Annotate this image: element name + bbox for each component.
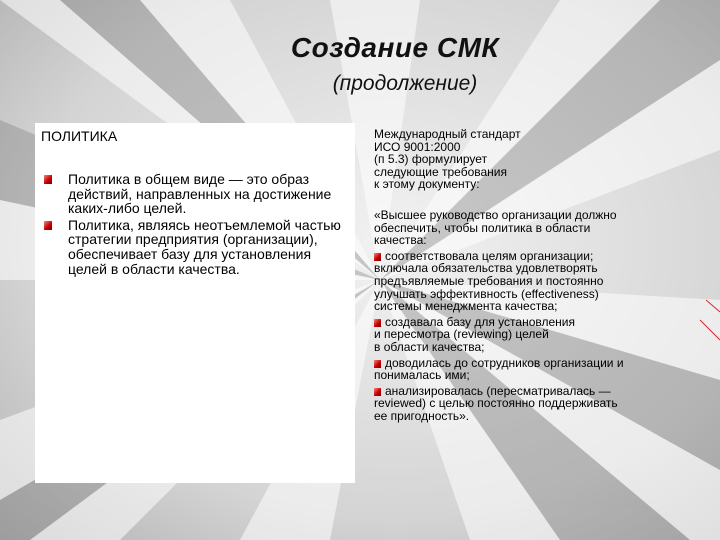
bullet-icon [44,221,52,230]
slide-subtitle: (продолжение) [332,72,478,95]
slide-title: Создание СМК [290,32,500,63]
requirements-list [374,250,704,423]
list-item-text: Политика в общем виде — это образ действий, направленных на достижение каких-либо целей. [68,171,332,217]
list-item [41,172,353,216]
bullet-icon [374,253,381,261]
list-item [374,316,704,354]
list-item-text: создавала базу для установления и пересмотра (reviewing) целей в области качества; [374,314,575,354]
list-item [41,218,353,276]
list-item [374,250,704,313]
right-panel [374,128,704,422]
bullet-icon [374,388,381,396]
list-item [374,385,704,423]
title-container [0,32,720,64]
list-item-text: доводилась до сотрудников организации и понималась ими; [374,355,624,383]
list-item-text: анализировалась (пересматривалась — reviewed) с целью постоянно поддерживать ее пригодность». [374,383,618,423]
quote-intro: «Высшее руководство организации должно обеспечить, чтобы политика в области качества: [374,207,617,248]
list-item-text: соответствовала целям организации; включала обязательства удовлетворять предъявляемые требования и постоянно улучшать эффективность (effectiveness) системы менеджмента качества; [374,248,604,314]
bullet-icon [44,175,52,184]
subtitle-container [0,72,720,96]
list-item-text: Политика, являясь неотъемлемой частью стратегии предприятия (организации), обеспечивает базу для установления целей в области качества. [68,216,341,277]
left-heading: ПОЛИТИКА [41,128,118,144]
list-item [374,357,704,382]
standard-intro: Международный стандарт ИСО 9001:2000 (п 5.3) формулирует следующие требования к этому документу: [374,127,521,192]
bullet-icon [374,360,381,368]
left-list [41,172,353,278]
bullet-icon [374,319,381,327]
